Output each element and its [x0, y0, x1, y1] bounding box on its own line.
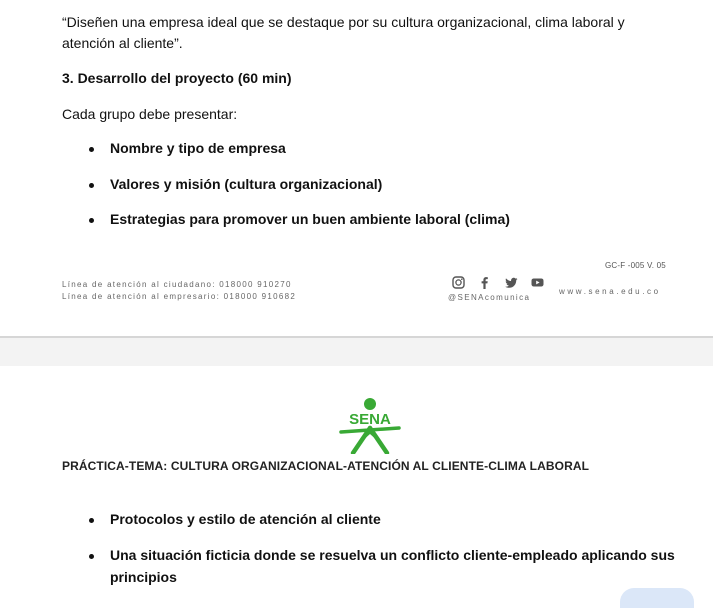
document-page-2: [0, 366, 713, 596]
bullet-dot: [89, 218, 94, 223]
bullet-dot: [89, 183, 94, 188]
list-item: Nombre y tipo de empresa: [110, 140, 286, 156]
social-handle: @SENAcomunica: [448, 293, 531, 302]
youtube-icon[interactable]: [531, 276, 544, 289]
facebook-icon[interactable]: [478, 276, 491, 289]
list-item: Valores y misión (cultura organizacional): [110, 176, 383, 192]
sena-logo: [337, 398, 403, 454]
section-heading: 3. Desarrollo del proyecto (60 min): [62, 70, 292, 86]
footer-line-ciudadano: Línea de atención al ciudadano: 018000 910270: [62, 280, 292, 289]
bullet-dot: [89, 147, 94, 152]
practice-title: PRÁCTICA-TEMA: CULTURA ORGANIZACIONAL-ATENCIÓN AL CLIENTE-CLIMA LABORAL: [62, 459, 590, 473]
document-code: GC-F -005 V. 05: [605, 261, 666, 270]
page-separator: [0, 336, 713, 366]
footer-line-empresario: Línea de atención al empresario: 018000 910682: [62, 292, 297, 301]
quote-line-2: atención al cliente”.: [62, 35, 183, 51]
bullet-dot: [89, 518, 94, 523]
floating-action-bubble[interactable]: [620, 588, 694, 608]
list-item-continuation: principios: [110, 569, 177, 585]
instagram-icon[interactable]: [452, 276, 465, 289]
intro-text: Cada grupo debe presentar:: [62, 106, 238, 122]
bullet-dot: [89, 554, 94, 559]
svg-text:SENA: SENA: [349, 411, 391, 428]
website-link[interactable]: www.sena.edu.co: [559, 287, 661, 296]
list-item: Estrategias para promover un buen ambiente laboral (clima): [110, 211, 510, 227]
list-item: Protocolos y estilo de atención al cliente: [110, 511, 381, 527]
quote-line-1: “Diseñen una empresa ideal que se destaque por su cultura organizacional, clima laboral y: [62, 14, 625, 30]
twitter-icon[interactable]: [505, 276, 518, 289]
list-item: Una situación ficticia donde se resuelva un conflicto cliente-empleado aplicando sus: [110, 547, 675, 563]
